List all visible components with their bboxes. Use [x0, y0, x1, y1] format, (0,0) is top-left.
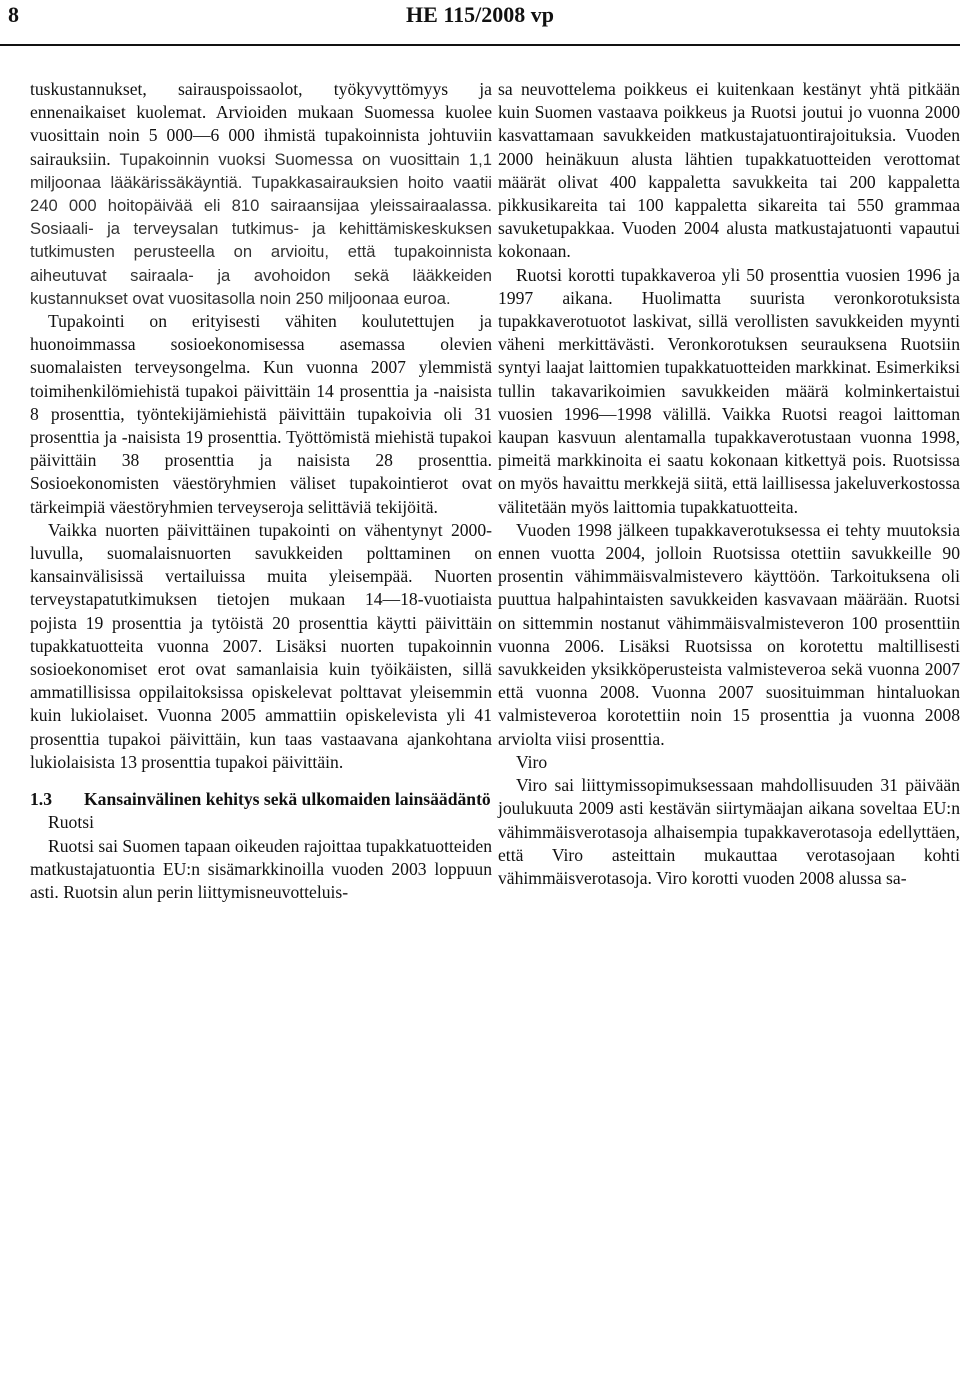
section-title: Kansainvälinen kehitys sekä ulkomaiden lainsäädäntö	[84, 789, 491, 810]
right-paragraph-1: sa neuvottelema poikkeus ei kuitenkaan kestänyt yhtä pitkään kuin Suomen vastaava poikkeus ja Ruotsi joutui jo vuonna 2000 kasvattamaan savukkeiden matkustajatuontirajoituksia. Vuoden 2000 heinäkuun alusta lähtien tupakkatuotteiden verottomat määrät olivat 400 kappaletta savukkeita tai 200 kappaletta pikkusikareita tai 100 kappaletta sikareita tai 550 grammaa savuketupakkaa. Vuoden 2004 alusta matkustajatuonti vapautui kokonaan.	[498, 79, 960, 262]
section-number: 1.3	[30, 789, 52, 810]
page-number: 8	[8, 2, 19, 27]
subheading-ruotsi: Ruotsi	[48, 812, 94, 833]
left-paragraph-2a: Tupakointi on erityisesti vähiten koulutettujen ja huonoimmassa sosioekonomisessa asemassa olevien suomalaisten terveysongelma.	[30, 311, 492, 378]
left-paragraph-1-sans: Tupakoinnin vuoksi Suomessa on vuosittain 1,1 miljoonaa lääkärissäkäyntiä. Tupakkasairauksien hoito vaatii 240 000 hoitopäivää eli 810 sairaansijaa yleissairaalassa. Sosiaali- ja terveysalan tutkimus- ja kehittämiskeskuksen tutkimusten perusteella on arvioitu, että tupakoinnista aiheutuvat sairaala- ja avohoidon sekä lääkkeiden kustannukset ovat vuositasolla noin 250 miljoonaa euroa.	[30, 149, 492, 308]
section-heading	[30, 788, 492, 811]
right-paragraph-3: Vuoden 1998 jälkeen tupakkaverotuksessa ei tehty muutoksia ennen vuotta 2004, jolloin Ruotsissa otettiin savukkeille 90 prosentin vähimmäisvalmisteverо käyttöön. Tarkoituksena oli puuttua halpahintaisten savukkeiden kasvavaan määrään. Ruotsi on sittemmin nostanut vähimmäisvalmisteveron 100 prosenttiin vuonna 2006. Lisäksi Ruotsissa on korotettu maltillisesti savukkeiden yksikköperusteista valmisteveroa sekä vuonna 2007 että vuonna 2008. Vuonna 2007 suosituimman hintaluokan valmisteveroa korotettiin noin 15 prosenttia ja vuonna 2008 arviolta viisi prosenttia.	[498, 519, 960, 749]
left-paragraph-1	[30, 78, 492, 310]
left-paragraph-3: Vaikka nuorten päivittäinen tupakointi on vähentynyt 2000-luvulla, suomalaisnuorten savukkeiden polttaminen on kansainvälisissä vertailuissa muita yleisempää. Nuorten terveystapatutkimuksen tietojen mukaan 14—18-vuotiaista pojista 19 prosenttia ja tytöistä 20 prosenttia käytti päivittäin tupakkatuotteita vuonna 2007. Lisäksi nuorten tupakoinnin sosioekonomiset erot ovat samanlaisia kuin työikäisten, sillä ammatillisissa oppilaitoksissa opiskelevat polttavat yleisemmin kuin lukiolaiset. Vuonna 2005 ammattiin opiskelevista yli 41 prosenttia tupakoi päivittäin, kun taas vastaavana ajankohtana lukiolaisista 13 prosenttia tupakoi päivittäin.	[30, 519, 492, 772]
left-paragraph-4: Ruotsi sai Suomen tapaan oikeuden rajoittaa tupakkatuotteiden matkustajatuontia EU:n sisämarkkinoilla vuoden 2003 loppuun asti. Ruotsin alun perin liittymisneuvotteluis-	[30, 835, 492, 902]
left-column	[30, 78, 492, 904]
left-paragraph-2b: Kun vuonna 2007 ylemmistä toimihenkilömiehistä tupakoi päivittäin 14 prosenttia ja -naisista 8 prosenttia, työntekijämiehistä päivittäin tupakoivia oli 31 prosenttia ja -naisista 19 prosenttia. Työttömistä miehistä tupakoi päivittäin 38 prosenttia ja naisista 28 prosenttia. Sosioekonomisten väestöryhmien väliset tupakointierot ovat tärkeimpiä väestöryhmien terveyseroja selittäviä tekijöitä.	[30, 357, 493, 517]
right-column	[498, 78, 960, 890]
document-id: HE 115/2008 vp	[406, 2, 554, 27]
right-paragraph-4: Viro sai liittymissopimuksessaan mahdollisuuden 31 päivään joulukuuta 2009 asti kestävän siirtymäajan aikana soveltaa EU:n vähimmäisverotasoja alhaisempia tupakkaverotasoja edellyttäen, että Viro asteittain mukauttaa verotasojaan kohti vähimmäisverotasoja. Viro korotti vuoden 2008 alussa sa-	[498, 775, 960, 888]
left-paragraph-2	[30, 310, 492, 519]
left-paragraph-1-serif: tuskustannukset, sairauspoissaolot, työkyvyttömyys ja ennenaikaiset kuolemat. Arvioiden mukaan Suomessa kuolee vuosittain noin 5 000—6 000 ihmistä tupakoinnista johtuviin sairauksiin.	[30, 79, 492, 169]
right-paragraph-2: Ruotsi korotti tupakkaveroa yli 50 prosenttia vuosien 1996 ja 1997 aikana. Huolimatta suurista veronkorotuksista tupakkaverotuotot laskivat, sillä verollisten savukkeiden myynti väheni merkittävästi. Veronkorotuksen seurauksena Ruotsiin syntyi laajat laittomien tupakkatuotteiden markkinat. Esimerkiksi tullin takavarikoimien savukkeiden määrä kolminkertaistui vuosien 1996—1998 välillä. Vaikka Ruotsi reagoi laittoman kaupan kasvuun alentamalla tupakkaverotustaan vuonna 1998, pimeitä markkinoita ei saatu kokonaan kitkettyä pois. Ruotsissa on myös havaittu merkkejä siitä, että laillisessa jakeluverkostossa välitetään myös laittomia tupakkatuotteita.	[498, 264, 960, 517]
subheading-viro: Viro	[516, 751, 548, 772]
header-rule	[0, 44, 960, 46]
